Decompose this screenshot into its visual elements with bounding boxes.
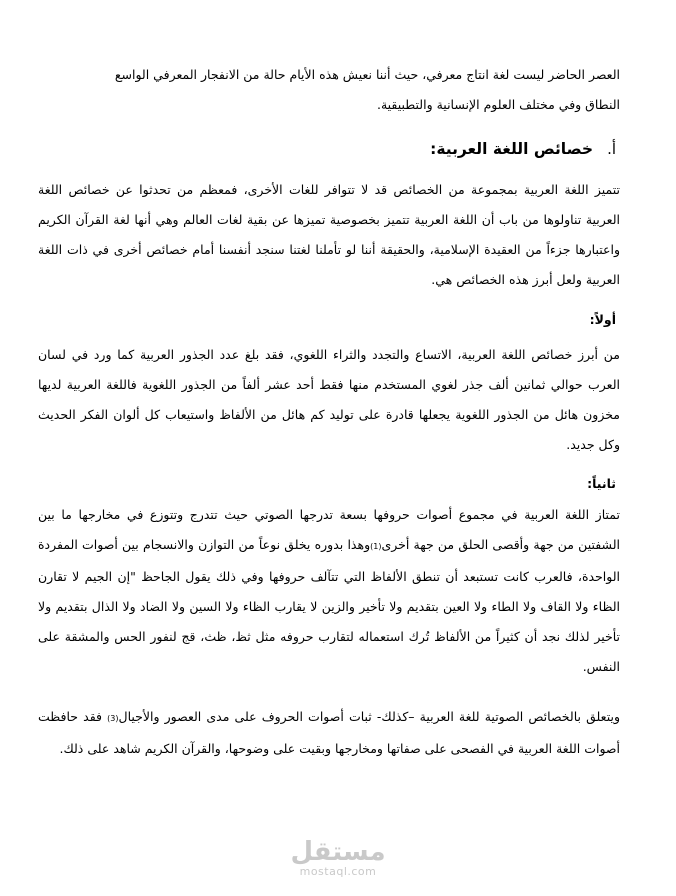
watermark-arabic: مستقل [290, 837, 386, 867]
section-heading [430, 140, 616, 158]
third-paragraph [38, 702, 620, 764]
first-paragraph-text: من أبرز خصائص اللغة العربية، الاتساع والتجدد والثراء اللغوي، فقد بلغ عدد الجذور العربية كما ورد في لسان العرب حوالي ثمانين ألف جذر لغوي المستخدم منها فقط أحد عشر ألفاً من الجذور اللغوية فاللغة العربية لديها مخزون هائل من الجذور اللغوية يجعلها قادرة على توليد كم هائل من الألفاظ واستيعاب كل ألوان الفكر الحديث وكل جديد. [38, 347, 620, 452]
third-paragraph-text-b: فقد حافظت أصوات اللغة العربية في الفصحى على صفاتها ومخارجها وبقيت على وضوحها، والقرآن الكريم شاهد على ذلك. [38, 709, 620, 756]
intro-paragraph [38, 60, 620, 120]
characteristics-intro-paragraph [38, 175, 620, 295]
third-paragraph-text-a: ويتعلق بالخصائص الصوتية للغة العربية –كذلك- ثبات أصوات الحروف على مدى العصور والأجيال [118, 709, 620, 724]
watermark-latin: mostaql.com [299, 865, 377, 878]
section-number: أ. [607, 140, 616, 158]
intro-line-1: العصر الحاضر ليست لغة انتاج معرفي، حيث أننا نعيش هذه الأيام حالة من الانفجار المعرفي الواسع [114, 67, 620, 82]
footnote-marker-3: (3) [107, 714, 119, 723]
first-paragraph [38, 340, 620, 460]
intro-line-2: النطاق وفي مختلف العلوم الإنسانية والتطبيقية. [376, 97, 620, 112]
footnote-marker-1: (1) [370, 542, 382, 551]
second-paragraph [38, 500, 620, 682]
section-title: خصائص اللغة العربية: [430, 140, 594, 158]
characteristics-intro-text: تتميز اللغة العربية بمجموعة من الخصائص قد لا تتوافر للغات الأخرى، فمعظم من تحدثوا عن خصائص اللغة العربية تناولوها من باب أن اللغة العربية تتميز بخصوصية تميزها عن بقية لغات العالم وهي أنها لغة القرآن الكريم واعتبارها جزءاً من العقيدة الإسلامية، والحقيقة أننا لو تأملنا لغتنا سنجد أنفسنا أمام خصائص أخرى في ذات اللغة العربية ولعل أبرز هذه الخصائص هي. [38, 182, 620, 287]
second-label: ثانياً: [587, 476, 616, 491]
mostaql-watermark-logo [288, 838, 388, 878]
second-paragraph-text-a: تمتاز اللغة العربية في مجموع أصوات حروفها بسعة تدرجها الصوتي حيث تتدرج وتتوزع في مخارجها ما بين الشفتين من جهة وأقصى الحلق من جهة أخرى [38, 507, 620, 552]
second-paragraph-text-b: وهذا بدوره يخلق نوعاً من التوازن والانسجام بين أصوات المفردة الواحدة، فالعرب كانت تستبعد أن تنطق الألفاظ التي تتآلف حروفها وفي ذلك يقول الجاحظ "إن الجيم لا تقارن الظاء ولا القاف ولا الطاء ولا العين بتقديم ولا تأخير والزين لا يقارب الظاء ولا السين ولا الضاد ولا الذال بتقديم ولا تأخير لذلك نجد أن كثيراً من الألفاظ تُرك استعماله لتقارب حروفه مثل ثظ، ظث، قج لنفور الحس والمشقة على النفس. [38, 537, 620, 674]
first-label: أولاً: [589, 312, 616, 327]
